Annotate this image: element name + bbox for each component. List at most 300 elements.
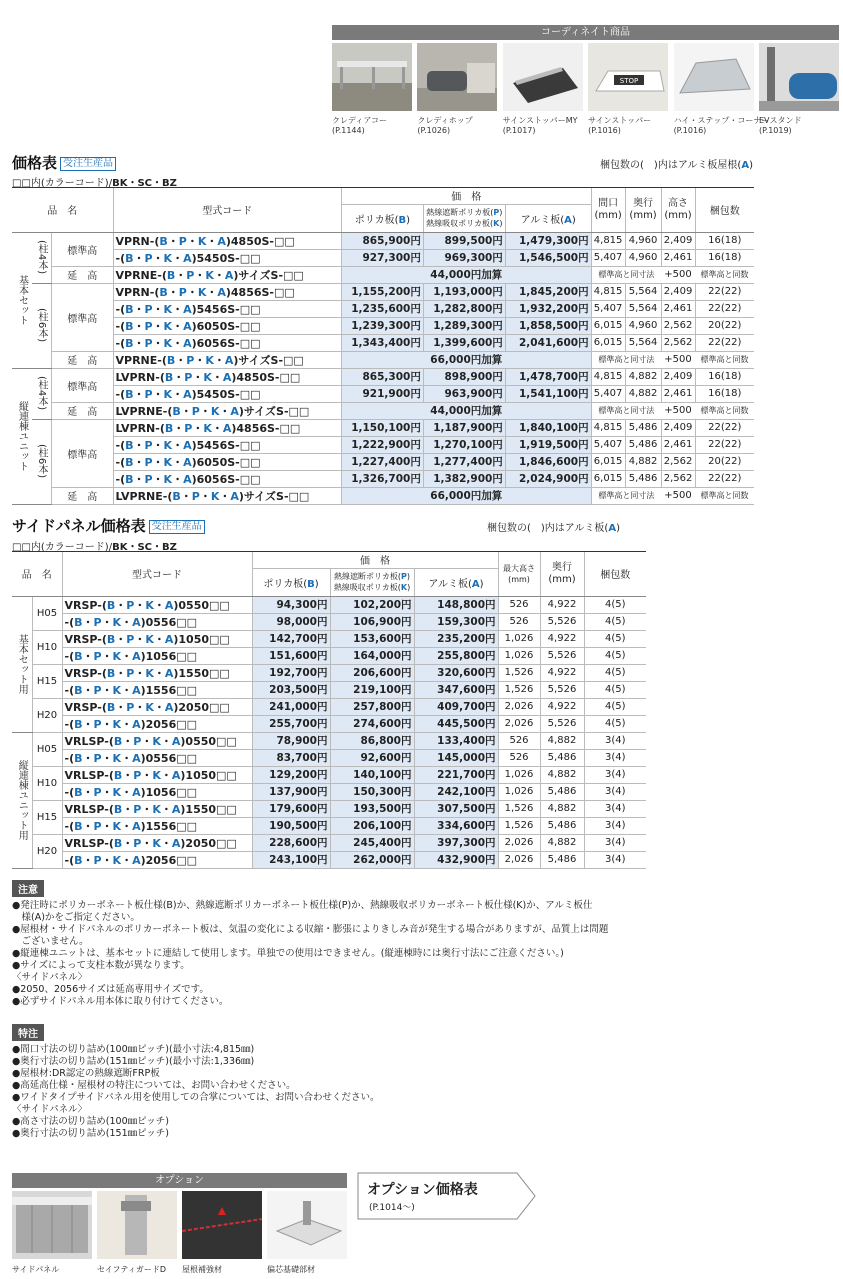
spec-letter: A (171, 836, 181, 850)
spec-letter: P (93, 615, 102, 629)
code-part: P (89, 700, 98, 714)
code-part: VRLS (64, 836, 97, 850)
heat2-k: K (493, 219, 500, 228)
coord-name: サインストッパーMY (502, 116, 578, 125)
pillar-label: (柱6本) (32, 283, 52, 368)
code-part: ・ (211, 421, 223, 435)
code-part: ・ (82, 785, 94, 799)
code-part: )5456S-□□ (191, 302, 261, 316)
code-part: V (115, 268, 125, 282)
code-part: ・ (180, 404, 192, 418)
coord-name: EVスタンド (758, 116, 802, 125)
code-part: -( (64, 615, 75, 629)
option-item[interactable] (97, 1191, 177, 1275)
code-part: )1050□□ (173, 632, 230, 646)
code-part: RN-( (132, 285, 160, 299)
color-code: BK・SC・BZ (112, 178, 177, 189)
spec-letter: P (178, 285, 187, 299)
spec-letter: K (112, 717, 122, 731)
note-line: ●間口寸法の切り詰め(100㎜ピッチ)(最小寸法:4,815㎜) (12, 1044, 255, 1055)
price-b: 151,600円 (252, 647, 330, 664)
spec-letter: K (163, 319, 173, 333)
spec-letter: B (74, 615, 83, 629)
spec-letter: K (163, 455, 173, 469)
coord-item[interactable] (673, 43, 770, 136)
code-part: ・ (172, 302, 184, 316)
code-part: ・ (133, 455, 145, 469)
pack-count: 22(22) (695, 283, 754, 300)
code-part: ・ (141, 836, 153, 850)
code-part: ・ (121, 717, 133, 731)
code-part: ・ (133, 336, 145, 350)
price-add: 66,000円加算 (341, 487, 591, 504)
header-maguchi (591, 188, 625, 232)
model-code (113, 402, 341, 419)
spec-letter: A (230, 489, 239, 503)
depth-value: 4,922 (540, 630, 584, 647)
dim-note: 標準高と同寸法 (591, 487, 661, 504)
spec-letter: P (191, 489, 200, 503)
depth-value: 5,486 (540, 851, 584, 868)
code-part: VRLS (64, 734, 97, 748)
poly-label: ポリカ板( (263, 578, 308, 590)
pack-note (600, 156, 753, 171)
maxh-value: 2,026 (498, 834, 540, 851)
spec-letter: K (203, 421, 212, 435)
code-part: -( (64, 683, 75, 697)
pack-count: 16(18) (695, 249, 754, 266)
product-photo (588, 43, 668, 111)
code-part: )2056□□ (140, 717, 198, 731)
spec-letter: A (217, 285, 226, 299)
price-table (12, 188, 754, 505)
option-item[interactable] (267, 1191, 347, 1275)
spec-letter: P (93, 853, 102, 867)
spec-letter: P (93, 785, 102, 799)
code-part: ・ (153, 700, 165, 714)
spec-letter: A (183, 319, 192, 333)
code-part: ・ (152, 319, 164, 333)
pack-count: 3(4) (584, 800, 646, 817)
code-part: -( (97, 598, 107, 612)
code-part: ・ (219, 489, 231, 503)
height-value: 2,409 (661, 232, 695, 249)
spec-letter: A (132, 649, 141, 663)
code-part: ・ (153, 666, 165, 680)
table-row (12, 596, 646, 613)
code-part: )0550□□ (180, 734, 237, 748)
code-part: ・ (134, 666, 146, 680)
spec-letter: P (93, 683, 102, 697)
pack-count: 16(18) (695, 232, 754, 249)
code-part: )サイズS-□□ (238, 489, 310, 503)
price-a: 133,400円 (414, 732, 498, 749)
spec-letter: A (164, 632, 174, 646)
code-part: ・ (152, 387, 164, 401)
code-part: ・ (115, 632, 127, 646)
size-label: H10 (32, 630, 62, 664)
price-b: 1,343,400円 (341, 334, 423, 351)
price-a: 1,846,600円 (505, 453, 591, 470)
spec-letter: K (112, 649, 122, 663)
coord-name: クレディホップ (417, 116, 473, 125)
option-item[interactable] (182, 1191, 262, 1275)
spec-letter: A (217, 234, 226, 248)
height-kind: 延 高 (51, 266, 113, 283)
table-row (12, 613, 646, 630)
spec-letter: B (74, 853, 83, 867)
spec-letter: B (74, 819, 83, 833)
model-code (62, 647, 252, 664)
maguchi-label: 間口 (598, 197, 619, 209)
pack-count: 標準高と同数 (695, 487, 754, 504)
height-kind: 標準高 (51, 368, 113, 402)
note-line: ●ワイドタイプサイドパネル用を使用しての合掌については、お問い合わせください。 (12, 1092, 380, 1103)
side-title: サイドパネル価格表 (12, 517, 146, 535)
code-part: ・ (101, 785, 113, 799)
spec-letter: P (184, 370, 193, 384)
spec-letter: P (144, 251, 153, 265)
price-p: 898,900円 (423, 368, 505, 385)
tokuchu-title: 特注 (12, 1024, 44, 1041)
spec-letter: K (152, 768, 161, 782)
height-kind: 標準高 (51, 419, 113, 487)
table-row (12, 232, 754, 249)
price-b: 1,155,200円 (341, 283, 423, 300)
poly-label: ポリカ板( (354, 214, 399, 226)
spec-letter: P (93, 649, 102, 663)
coord-page: (P.1016) (673, 126, 707, 135)
code-part: ・ (172, 319, 184, 333)
coord-item[interactable] (417, 43, 497, 136)
model-code (113, 249, 341, 266)
code-part: ・ (152, 455, 164, 469)
header-code: 型式コード (62, 552, 252, 596)
code-part: ・ (82, 751, 94, 765)
price-p: 164,000円 (330, 647, 414, 664)
code-part: ・ (101, 853, 113, 867)
width-value: 4,815 (591, 232, 625, 249)
price-p: 92,600円 (330, 749, 414, 766)
spec-letter: B (113, 768, 123, 782)
coord-item[interactable] (759, 43, 839, 136)
code-part: VRLS (64, 802, 97, 816)
code-part: ・ (180, 489, 192, 503)
table-row (12, 834, 646, 851)
price-a: 320,600円 (414, 664, 498, 681)
model-code (113, 419, 341, 436)
code-part: ・ (115, 666, 127, 680)
header-hinmei: 品 名 (12, 188, 113, 232)
side-table (12, 552, 646, 869)
height-value: 2,409 (661, 419, 695, 436)
spec-letter: A (183, 455, 192, 469)
price-b: 865,900円 (341, 232, 423, 249)
pack-count: 標準高と同数 (695, 402, 754, 419)
chui-title: 注意 (12, 880, 44, 897)
code-part: ・ (167, 285, 179, 299)
code-part: ・ (160, 768, 172, 782)
maxh-value: 1,526 (498, 664, 540, 681)
price-p: 102,200円 (330, 596, 414, 613)
depth-value: 5,486 (625, 419, 661, 436)
depth-value: 4,882 (540, 732, 584, 749)
okuyuki-label: 奥行 (552, 561, 572, 573)
price-a: 1,919,500円 (505, 436, 591, 453)
price-b: 1,235,600円 (341, 300, 423, 317)
price-a: 235,200円 (414, 630, 498, 647)
price-p: 1,282,800円 (423, 300, 505, 317)
size-label: H10 (32, 766, 62, 800)
poly-b: B (398, 214, 407, 226)
height-value: 2,562 (661, 317, 695, 334)
code-part: ・ (167, 234, 179, 248)
code-part: )2050□□ (173, 700, 230, 714)
code-part: ・ (122, 734, 134, 748)
alu-label: アルミ板( (428, 578, 472, 590)
price-add: 44,000円加算 (341, 402, 591, 419)
side-table-wrap (12, 551, 646, 869)
price-b: 1,239,300円 (341, 317, 423, 334)
code-part: ・ (194, 353, 206, 367)
note-line: 〈サイドパネル〉 (12, 1104, 88, 1115)
price-a: 307,500円 (414, 800, 498, 817)
code-part: ・ (172, 387, 184, 401)
price-b: 78,900円 (252, 732, 330, 749)
header-takasa (661, 188, 695, 232)
code-part: P (124, 234, 133, 248)
price-b: 83,700円 (252, 749, 330, 766)
code-part: ・ (192, 370, 204, 384)
coord-item[interactable] (503, 43, 583, 136)
size-label: H20 (32, 834, 62, 868)
maxh-value: 2,026 (498, 851, 540, 868)
spec-letter: P (186, 353, 195, 367)
code-part: P (129, 421, 138, 435)
spec-letter: P (126, 700, 135, 714)
spec-letter: K (145, 598, 154, 612)
pillar-label: (柱6本) (32, 419, 52, 504)
depth-value: 5,486 (540, 817, 584, 834)
code-part: )1056□□ (140, 649, 198, 663)
pack-count: 16(18) (695, 385, 754, 402)
note-line: ●2050、2056サイズは延高専用サイズです。 (12, 984, 209, 995)
price-p: 1,382,900円 (423, 470, 505, 487)
table-row (12, 283, 754, 300)
code-part: -( (104, 734, 114, 748)
header-alu (505, 204, 591, 232)
table-row (12, 249, 754, 266)
model-code (62, 613, 252, 630)
maxh-value: 526 (498, 732, 540, 749)
model-code (62, 817, 252, 834)
spec-letter: B (125, 302, 134, 316)
note-line: 様(A)かをご指定ください。 (12, 912, 140, 923)
code-part: ・ (206, 285, 218, 299)
price-a: 1,546,500円 (505, 249, 591, 266)
code-part: P (96, 836, 105, 850)
code-part: ・ (186, 285, 198, 299)
maxh-value: 526 (498, 613, 540, 630)
chui-block (12, 880, 652, 1008)
price-p: 219,100円 (330, 681, 414, 698)
price-b: 243,100円 (252, 851, 330, 868)
price-p: 1,399,600円 (423, 334, 505, 351)
code-part: ・ (141, 802, 153, 816)
code-part: ・ (153, 598, 165, 612)
pack-count: 20(22) (695, 317, 754, 334)
price-p: 262,000円 (330, 851, 414, 868)
code-part: ・ (152, 336, 164, 350)
model-code (113, 368, 341, 385)
paren-close: ) (571, 214, 576, 226)
model-code (62, 698, 252, 715)
spec-letter: B (125, 336, 134, 350)
spec-letter: B (74, 649, 83, 663)
table-row (12, 800, 646, 817)
note-line: ●必ずサイドパネル用本体に取り付けてください。 (12, 996, 229, 1007)
code-part: ・ (121, 853, 133, 867)
made-to-order-badge: 受注生産品 (149, 520, 205, 534)
option-name: 屋根補強材 (182, 1265, 222, 1274)
width-value: 5,407 (591, 436, 625, 453)
pack-note-text: 梱包数の( )内はアルミ板屋根( (600, 160, 742, 171)
size-label: H20 (32, 698, 62, 732)
price-b: 137,900円 (252, 783, 330, 800)
code-part: ・ (219, 404, 231, 418)
code-part: ・ (141, 734, 153, 748)
price-p: 1,193,000円 (423, 283, 505, 300)
spec-letter: P (186, 268, 195, 282)
pack-count: 4(5) (584, 681, 646, 698)
model-code (113, 283, 341, 300)
code-part: )0550□□ (173, 598, 230, 612)
table-row (12, 436, 754, 453)
coordinate-thumbs (332, 43, 839, 136)
pack-note-a: A (608, 523, 617, 534)
height-value: 2,562 (661, 453, 695, 470)
spec-letter: K (163, 472, 173, 486)
pack-count: 16(18) (695, 368, 754, 385)
pack-count: 20(22) (695, 453, 754, 470)
option-name: セイフティガードD (97, 1265, 167, 1274)
code-part: ・ (82, 683, 94, 697)
height-value: +500 (661, 351, 695, 368)
spec-letter: P (144, 387, 153, 401)
maxh-value: 1,026 (498, 647, 540, 664)
option-price-link[interactable] (357, 1172, 537, 1220)
code-part: -( (115, 251, 126, 265)
price-a: 1,845,200円 (505, 283, 591, 300)
code-part: ・ (121, 785, 133, 799)
coord-page: (P.1144) (332, 126, 365, 135)
spec-letter: K (112, 819, 122, 833)
code-part: ・ (134, 700, 146, 714)
dim-note: 標準高と同寸法 (591, 351, 661, 368)
code-part: ・ (153, 632, 165, 646)
spec-letter: K (145, 666, 154, 680)
code-part: ・ (211, 370, 223, 384)
depth-value: 5,564 (625, 300, 661, 317)
coord-item[interactable] (332, 43, 412, 136)
mm-unit: (mm) (664, 209, 692, 221)
pack-count: 3(4) (584, 834, 646, 851)
code-part: ・ (101, 615, 113, 629)
price-b: 203,500円 (252, 681, 330, 698)
coord-item[interactable] (588, 43, 668, 136)
code-part: VRS (64, 700, 90, 714)
alu-label: アルミ板( (520, 214, 565, 226)
spec-letter: B (172, 404, 181, 418)
paren-close: ) (499, 219, 503, 228)
mm-unit: (mm) (594, 209, 622, 221)
spec-letter: A (132, 615, 141, 629)
option-item[interactable] (12, 1191, 92, 1275)
spec-letter: P (93, 717, 102, 731)
table-row (12, 630, 646, 647)
size-label: H05 (32, 732, 62, 766)
code-part: VRS (64, 666, 90, 680)
spec-letter: B (113, 734, 123, 748)
heat1-p: P (493, 208, 500, 217)
model-code (113, 300, 341, 317)
model-code (62, 630, 252, 647)
spec-letter: A (132, 785, 141, 799)
code-part: -( (64, 649, 75, 663)
code-part: -( (115, 336, 126, 350)
code-part: VRLS (64, 768, 97, 782)
spec-letter: B (159, 285, 168, 299)
price-p: 257,800円 (330, 698, 414, 715)
group-label: 縦連棟ユニット用 (12, 732, 32, 868)
height-value: 2,461 (661, 385, 695, 402)
coord-name: クレディアコー (332, 116, 387, 125)
maxh-label: 最大高さ (503, 563, 535, 573)
color-note-text: □□内(カラーコード)/ (12, 542, 113, 553)
spec-letter: K (112, 683, 122, 697)
code-part: RNE-( (137, 404, 173, 418)
depth-value: 5,526 (540, 647, 584, 664)
spec-letter: A (132, 717, 141, 731)
code-part: ・ (172, 455, 184, 469)
code-part: ・ (213, 353, 225, 367)
side-pack-note (487, 519, 620, 534)
model-code (113, 351, 341, 368)
code-part: P (124, 285, 133, 299)
width-value: 5,407 (591, 385, 625, 402)
heat2-label: 熱線吸収ポリカ板( (426, 219, 494, 228)
pack-count: 4(5) (584, 698, 646, 715)
note-line: ●サイズによって支柱本数が異なります。 (12, 960, 190, 971)
spec-letter: B (74, 717, 83, 731)
made-to-order-badge: 受注生産品 (60, 157, 116, 171)
pack-count: 4(5) (584, 647, 646, 664)
code-part: P (124, 268, 133, 282)
code-part: ・ (122, 836, 134, 850)
spec-letter: K (145, 632, 154, 646)
table-row (12, 300, 754, 317)
maxh-value: 1,526 (498, 800, 540, 817)
width-value: 6,015 (591, 453, 625, 470)
code-part: ・ (101, 717, 113, 731)
header-heat (330, 568, 414, 596)
depth-value: 4,922 (540, 698, 584, 715)
code-part: ・ (82, 615, 94, 629)
code-part: RN-( (137, 421, 165, 435)
table-row (12, 368, 754, 385)
heat1-label: 熱線遮断ポリカ板( (426, 208, 494, 217)
height-value: 2,461 (661, 436, 695, 453)
